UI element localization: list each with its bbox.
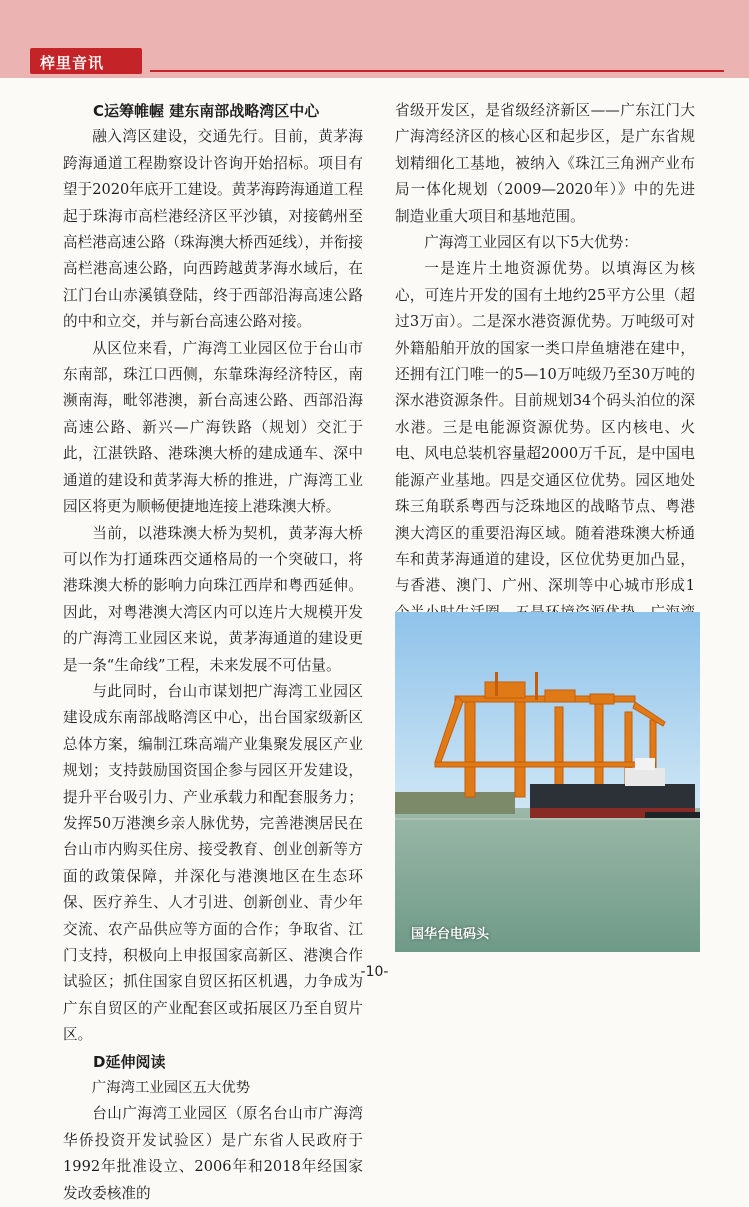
section-heading-d: D延伸阅读 [93, 1052, 166, 1071]
paragraph: 广海湾工业园区有以下5大优势： [424, 234, 638, 252]
subtitle: 广海湾工业园区五大优势 [91, 1080, 251, 1097]
paragraph: 从区位来看，广海湾工业园区位于台山市东南部，珠江口西侧，东靠珠海经济特区，南濒南海，毗邻港澳，新台高速公路、西部沿海高速公路、新兴—广海铁路（规划）交汇于此，江湛铁路、港珠澳大桥的建成通车、深中通道的建设和黄茅海大桥的推进，广海湾工业园区将更为顺畅便捷地连接上港珠澳大桥。 [63, 339, 363, 516]
paragraph: 台山广海湾工业园区（原名台山市广海湾华侨投资开发试验区）是广东省人民政府于1992年批准设立、2006年和2018年经国家发改委核准的 [63, 1105, 363, 1202]
paragraph: 省级开发区，是省级经济新区——广东江门大广海湾经济区的核心区和起步区，是广东省规划精细化工基地，被纳入《珠江三角洲产业布局一体化规划（2009—2020年）》中的先进制造业重大项目和基地范围。 [395, 102, 695, 225]
photo-caption: 国华台电码头 [411, 927, 490, 942]
page-number: -10- [360, 964, 389, 980]
paragraph: 与此同时，台山市谋划把广海湾工业园区建设成东南部战略湾区中心，出台国家级新区总体方案，编制江珠高端产业集聚发展区产业规划；支持鼓励国资国企参与园区开发建设，提升平台吸引力、产业承载力和配套服务力；发挥50万港澳乡亲人脉优势，完善港澳居民在台山市内购买住房、接受教育、创业创新等方面的政策保障，并深化与港澳地区在生态环保、医疗养生、人才引进、创新创业、青少年交流、农产品供应等方面的合作；争取省、江门支持，积极向上申报国家高新区、港澳合作试验区；抓住国家自贸区拓区机遇，力争成为广东自贸区的产业配套区或拓展区乃至自贸片区。 [63, 682, 363, 1044]
section-label: 梓里音讯 [40, 54, 105, 72]
paragraph: 融入湾区建设，交通先行。目前，黄茅海跨海通道工程勘察设计咨询开始招标。项目有望于2020年底开工建设。黄茅海跨海通道工程起于珠海市高栏港经济区平沙镇，对接鹤州至高栏港高速公路（珠海澳大桥西延线），并衔接高栏港高速公路，向西跨越黄茅海水域后，在江门台山赤溪镇登陆，终于西部沿海高速公路的中和立交，并与新台高速公路对接。 [63, 128, 363, 331]
paragraph: 当前，以港珠澳大桥为契机，黄茅海大桥可以作为打通珠西交通格局的一个突破口，将港珠澳大桥的影响力向珠江西岸和粤西延伸。因此，对粤港澳大湾区内可以连片大规模开发的广海湾工业园区来说，黄茅海通道的建设更是一条“生命线”工程，未来发展不可估量。 [63, 524, 363, 674]
left-column [63, 98, 363, 1207]
paragraph: 一是连片土地资源优势。以填海区为核心，可连片开发的国有土地约25平方公里（超过3万亩）。二是深水港资源优势。万吨级可对外籍船舶开放的国家一类口岸鱼塘港在建中，还拥有江门唯一的5—10万吨级乃至30万吨的深水港资源条件。目前规划34个码头泊位的深水港。三是电能源资源优势。区内核电、火电、风电总装机容量超2000万千瓦，是中国电能源产业基地。四是交通区位优势。园区地处珠三角联系粤西与泛珠地区的战略节点、粤港澳大湾区的重要沿海区域。随着港珠澳大桥通车和黄茅海通道的建设，区位优势更加凸显，与香港、澳门、广州、深圳等中心城市形成1 [395, 260, 695, 595]
header-rule [150, 70, 724, 72]
section-heading-c: C运筹帷幄 建东南部战略湾区中心 [93, 102, 320, 120]
port-photo [395, 612, 700, 952]
